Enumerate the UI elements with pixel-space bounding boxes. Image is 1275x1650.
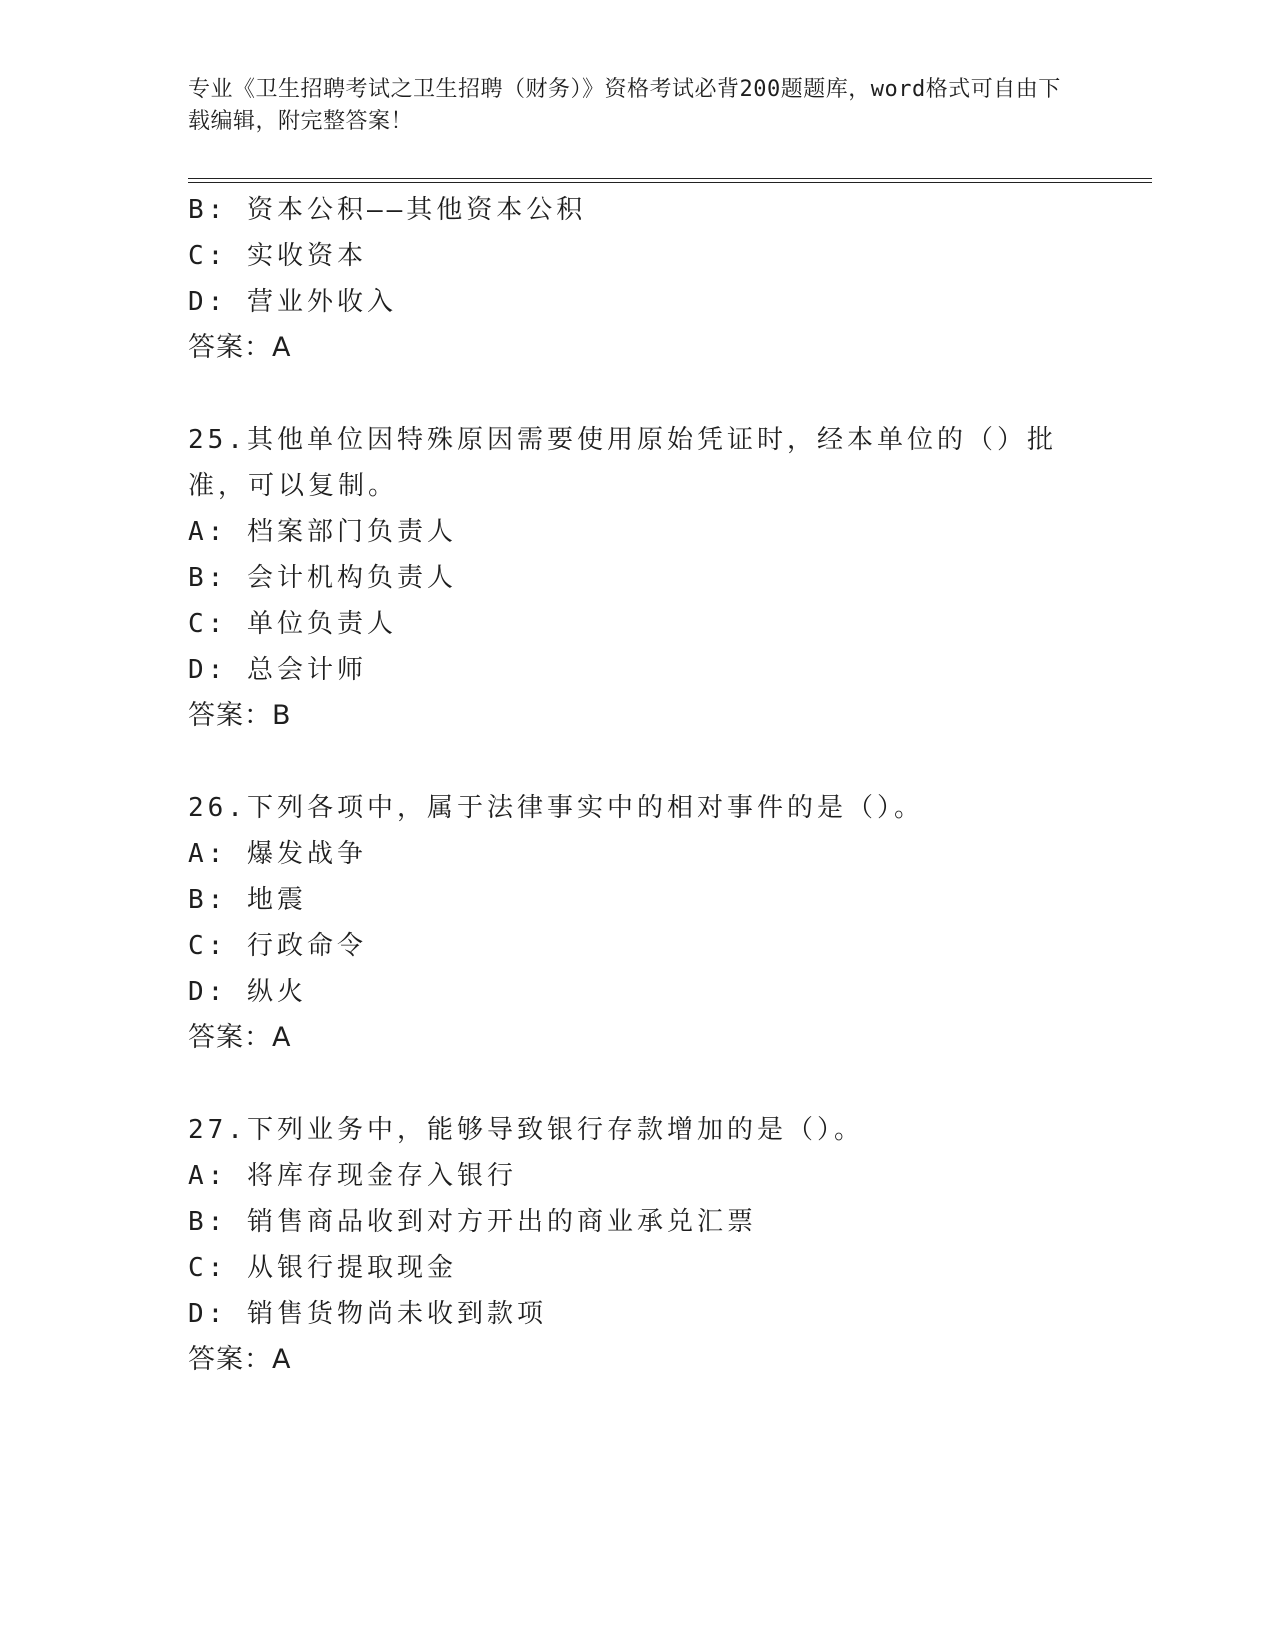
option-b: B: 会计机构负责人 — [188, 563, 457, 593]
question-text: 25.其他单位因特殊原因需要使用原始凭证时，经本单位的（）批准，可以复制。 — [188, 425, 1057, 501]
question-27 — [188, 1107, 1088, 1383]
option-d: D: 纵火 — [188, 977, 307, 1007]
option-b: B: 资本公积——其他资本公积 — [188, 195, 587, 225]
question-26 — [188, 785, 1088, 1061]
option-b: B: 销售商品收到对方开出的商业承兑汇票 — [188, 1207, 757, 1237]
option-c: C: 行政命令 — [188, 931, 367, 961]
answer-line: 答案：A — [188, 332, 292, 363]
option-d: D: 营业外收入 — [188, 287, 397, 317]
document-header: 专业《卫生招聘考试之卫生招聘（财务）》资格考试必背200题题库，word格式可自由下载编辑，附完整答案！ — [188, 77, 1061, 134]
partial-question — [188, 187, 1088, 371]
option-d: D: 销售货物尚未收到款项 — [188, 1299, 547, 1329]
option-c: C: 单位负责人 — [188, 609, 397, 639]
option-c: C: 从银行提取现金 — [188, 1253, 457, 1283]
header-rule-top — [188, 178, 1152, 179]
question-content — [188, 187, 1088, 1383]
answer-line: 答案：B — [188, 700, 292, 731]
question-25 — [188, 417, 1088, 739]
option-a: A: 将库存现金存入银行 — [188, 1161, 517, 1191]
option-d: D: 总会计师 — [188, 655, 367, 685]
question-text: 27.下列业务中，能够导致银行存款增加的是（）。 — [188, 1115, 864, 1145]
header-rule-bottom — [188, 182, 1152, 183]
option-a: A: 爆发战争 — [188, 839, 367, 869]
answer-line: 答案：A — [188, 1022, 292, 1053]
answer-line: 答案：A — [188, 1344, 292, 1375]
option-a: A: 档案部门负责人 — [188, 517, 457, 547]
option-c: C: 实收资本 — [188, 241, 367, 271]
question-text: 26.下列各项中，属于法律事实中的相对事件的是（）。 — [188, 793, 924, 823]
option-b: B: 地震 — [188, 885, 307, 915]
